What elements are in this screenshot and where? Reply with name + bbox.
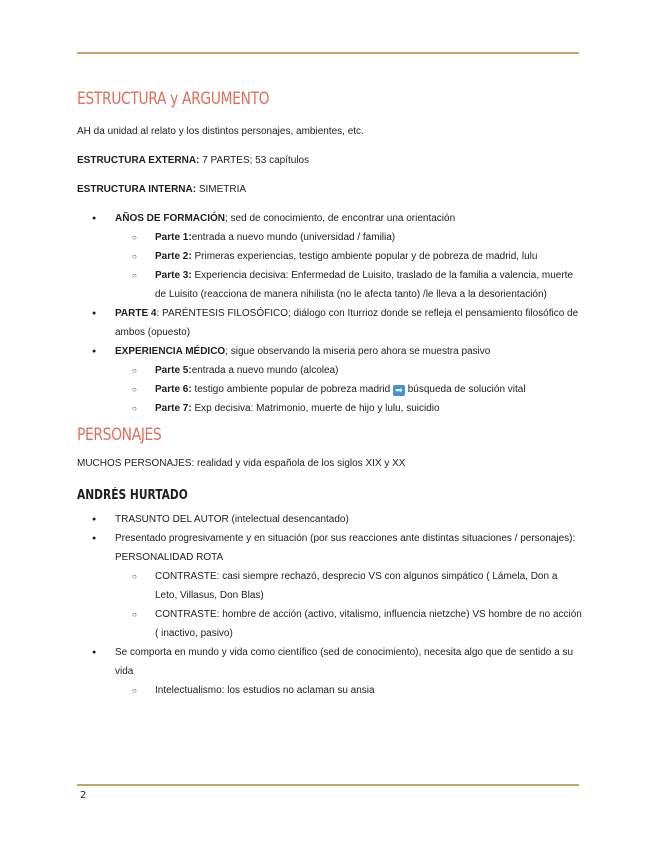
- list-item: [77, 304, 582, 342]
- item-text: CONTRASTE: hombre de acción (activo, vitalismo, influencia nietzche) VS hombre de no acción ( inactivo, pasivo): [155, 609, 582, 639]
- list-item: [77, 605, 582, 643]
- item-label: Parte 6:: [155, 384, 192, 395]
- estructura-externa: [77, 151, 582, 170]
- item-text: Experiencia decisiva: Enfermedad de Luisito, traslado de la familia a valencia, muerte de Luisito (reacciona de manera nihilista (no le afecta tanto) /le lleva a la desorientación): [155, 270, 574, 300]
- section-title-estructura: ESTRUCTURA y ARGUMENTO: [77, 89, 270, 109]
- list-item: [77, 361, 582, 380]
- list-item: [77, 681, 582, 700]
- item-text: entrada a nuevo mundo (universidad / familia): [191, 232, 396, 243]
- item-text: entrada a nuevo mundo (alcolea): [191, 365, 339, 376]
- item-text: Exp decisiva: Matrimonio, muerte de hijo y lulu, suicidio: [191, 403, 440, 414]
- item-label: EXPERIENCIA MÉDICO: [115, 346, 226, 357]
- list-item: [77, 529, 582, 643]
- list-item: [77, 209, 582, 304]
- list-item: [77, 643, 582, 700]
- item-text: búsqueda de solución vital: [404, 384, 526, 395]
- list-item: [77, 342, 582, 418]
- item-label: Parte 7:: [155, 403, 192, 414]
- item-label: PARTE 4: [115, 308, 157, 319]
- sublist: [115, 361, 582, 418]
- list-item: [77, 380, 582, 399]
- subtitle-andres-hurtado: ANDRÉS HURTADO: [77, 488, 188, 503]
- right-arrow-icon: ➡: [393, 385, 405, 396]
- estructura-interna: [77, 180, 582, 199]
- personajes-intro: MUCHOS PERSONAJES: realidad y vida española de los siglos XIX y XX: [77, 458, 406, 469]
- value: SIMETRIA: [196, 184, 247, 195]
- sublist: [115, 228, 582, 304]
- item-text: Intelectualismo: los estudios no aclaman su ansia: [155, 685, 375, 696]
- item-text: Primeras experiencias, testigo ambiente popular y de pobreza de madrid, lulu: [191, 251, 538, 262]
- list-item: [77, 567, 582, 605]
- item-label: AÑOS DE FORMACIÓN: [115, 213, 225, 224]
- item-text: : PARÉNTESIS FILOSÓFICO; diálogo con Iturrioz donde se refleja el pensamiento filosófico de ambos (opuesto): [115, 308, 579, 338]
- item-text: testigo ambiente popular de pobreza madrid: [191, 384, 393, 395]
- footer-rule: [77, 784, 579, 786]
- item-text: ; sed de conocimiento, de encontrar una orientación: [225, 213, 456, 224]
- list-item: [77, 247, 582, 266]
- personajes-list: [77, 510, 582, 700]
- item-label: Parte 5:: [155, 365, 192, 376]
- item-text: CONTRASTE: casi siempre rechazó, desprecio VS con algunos simpático ( Lámela, Don a Leto, Villasus, Don Blas): [155, 571, 558, 601]
- estructura-list: [77, 209, 582, 418]
- item-text: Presentado progresivamente y en situación (por sus reacciones ante distintas situaciones / personajes): PERSONALIDAD ROTA: [115, 533, 576, 563]
- item-text: ; sigue observando la miseria pero ahora se muestra pasivo: [225, 346, 491, 357]
- header-rule: [77, 52, 579, 54]
- label: ESTRUCTURA INTERNA:: [77, 184, 197, 195]
- label: ESTRUCTURA EXTERNA:: [77, 155, 200, 166]
- list-item: [77, 228, 582, 247]
- list-item: [77, 510, 582, 529]
- page-number: 2: [80, 790, 87, 801]
- intro-paragraph: AH da unidad al relato y los distintos personajes, ambientes, etc.: [77, 126, 364, 137]
- page-content: [77, 86, 582, 700]
- list-item: [77, 266, 582, 304]
- value: 7 PARTES; 53 capítulos: [199, 155, 310, 166]
- item-label: Parte 1:: [155, 232, 192, 243]
- sublist: [115, 567, 582, 643]
- item-label: Parte 2:: [155, 251, 192, 262]
- list-item: [77, 399, 582, 418]
- section-title-personajes: PERSONAJES: [77, 425, 162, 445]
- sublist: [115, 681, 582, 700]
- item-label: Parte 3:: [155, 270, 192, 281]
- item-text: TRASUNTO DEL AUTOR (intelectual desencantado): [115, 514, 349, 525]
- item-text: Se comporta en mundo y vida como científico (sed de conocimiento), necesita algo que de sentido a su vida: [115, 647, 574, 677]
